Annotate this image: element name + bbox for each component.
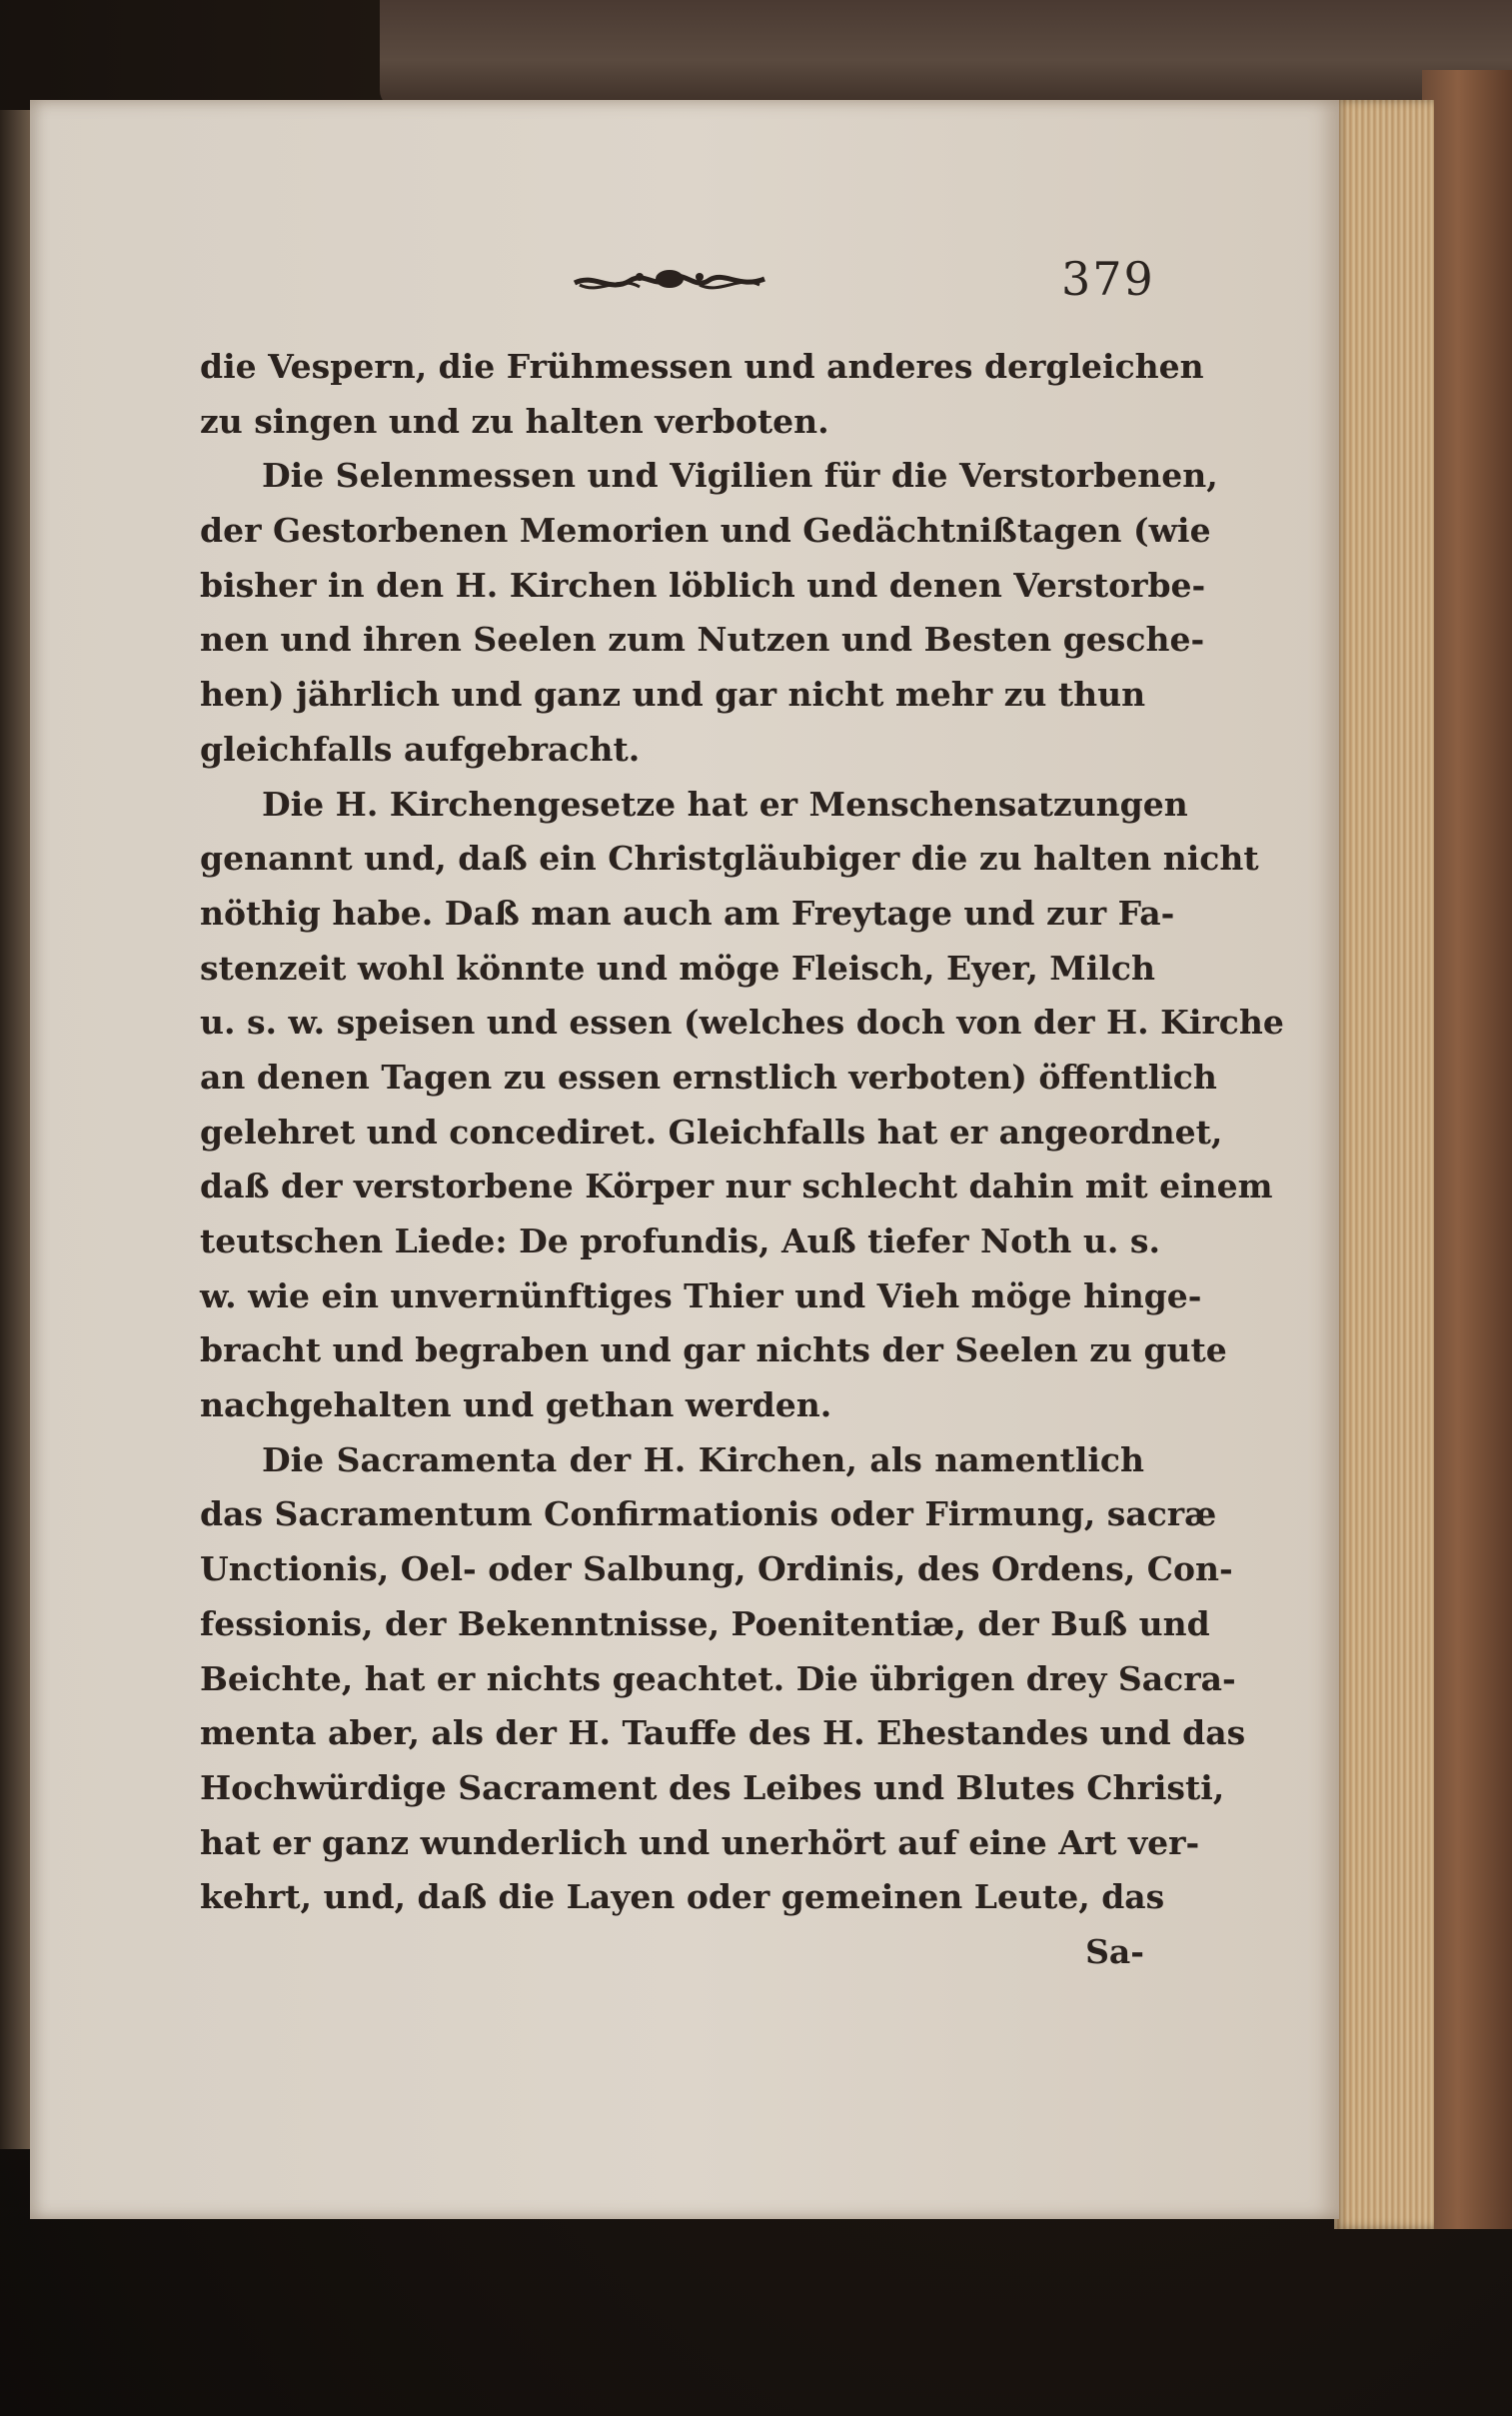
text-line: der Gestorbenen Memorien und Gedächtnißtagen (wie bbox=[200, 511, 1211, 551]
text-line: nachgehalten und gethan werden. bbox=[200, 1385, 832, 1425]
ornament-icon bbox=[570, 255, 769, 305]
text-line: gleichfalls aufgebracht. bbox=[200, 729, 641, 769]
page-edges bbox=[1334, 100, 1434, 2229]
text-line: bisher in den H. Kirchen löblich und denen Verstorbe- bbox=[200, 565, 1206, 605]
text-line: genannt und, daß ein Christgläubiger die zu halten nicht bbox=[200, 839, 1259, 879]
book-cover-top bbox=[380, 0, 1512, 110]
text-line: das Sacramentum Confirmationis oder Firmung, sacræ bbox=[200, 1494, 1217, 1534]
page-number: 379 bbox=[1061, 252, 1155, 306]
text-line: an denen Tagen zu essen ernstlich verboten) öffentlich bbox=[200, 1057, 1217, 1097]
text-line: kehrt, und, daß die Layen oder gemeinen Leute, das bbox=[200, 1877, 1165, 1917]
text-line: zu singen und zu halten verboten. bbox=[200, 401, 829, 441]
text-line: die Vespern, die Frühmessen und anderes dergleichen bbox=[200, 347, 1204, 386]
text-line: Sa- bbox=[1085, 1931, 1144, 1971]
text-line: Die H. Kirchengesetze hat er Menschensatzungen bbox=[262, 784, 1188, 824]
text-line: hen) jährlich und ganz und gar nicht mehr zu thun bbox=[200, 675, 1146, 715]
text-line: stenzeit wohl könnte und möge Fleisch, Eyer, Milch bbox=[200, 948, 1155, 988]
text-line: menta aber, als der H. Tauffe des H. Ehestandes und das bbox=[200, 1713, 1246, 1753]
book-spine-edge bbox=[0, 110, 30, 2149]
text-line: nen und ihren Seelen zum Nutzen und Besten gesche- bbox=[200, 620, 1205, 660]
text-line: fessionis, der Bekenntnisse, Poenitentiæ, der Buß und bbox=[200, 1603, 1210, 1643]
text-line: Unctionis, Oel- oder Salbung, Ordinis, des Ordens, Con- bbox=[200, 1549, 1233, 1589]
text-line: teutschen Liede: De profundis, Auß tiefer Noth u. s. bbox=[200, 1221, 1160, 1260]
text-line: nöthig habe. Daß man auch am Freytage und zur Fa- bbox=[200, 893, 1175, 933]
text-line: w. wie ein unvernünftiges Thier und Vieh möge hinge- bbox=[200, 1275, 1202, 1315]
text-line: bracht und begraben und gar nichts der Seelen zu gute bbox=[200, 1330, 1227, 1370]
text-line: Beichte, hat er nichts geachtet. Die übrigen drey Sacra- bbox=[200, 1658, 1236, 1698]
body-text bbox=[200, 340, 1284, 1980]
text-line: daß der verstorbene Körper nur schlecht dahin mit einem bbox=[200, 1167, 1273, 1207]
text-line: Hochwürdige Sacrament des Leibes und Blutes Christi, bbox=[200, 1767, 1225, 1807]
book-cover-right bbox=[1422, 70, 1512, 2229]
text-line: gelehret und concediret. Gleichfalls hat er angeordnet, bbox=[200, 1112, 1223, 1152]
text-line: hat er ganz wunderlich und unerhört auf eine Art ver- bbox=[200, 1822, 1200, 1862]
text-line: Die Selenmessen und Vigilien für die Verstorbenen, bbox=[262, 456, 1218, 496]
text-line: u. s. w. speisen und essen (welches doch von der H. Kirche bbox=[200, 1003, 1284, 1043]
text-line: Die Sacramenta der H. Kirchen, als namentlich bbox=[262, 1439, 1144, 1479]
